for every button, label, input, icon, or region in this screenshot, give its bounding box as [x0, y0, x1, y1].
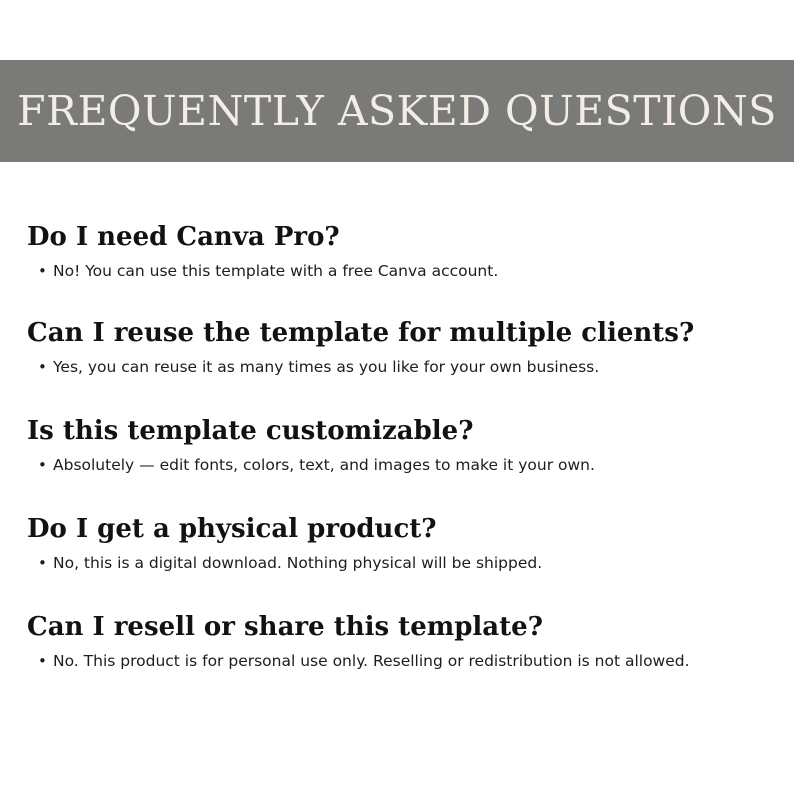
faq-question: Can I resell or share this template?: [27, 612, 543, 642]
faq-question: Do I get a physical product?: [27, 514, 437, 544]
faq-answer: [38, 360, 777, 376]
header-banner: [0, 60, 794, 162]
faq-answer-text: No! You can use this template with a free Canva account.: [53, 262, 499, 280]
faq-answer: [38, 556, 777, 572]
faq-question: Do I need Canva Pro?: [27, 222, 340, 252]
faq-answer-text: Yes, you can reuse it as many times as you like for your own business.: [53, 358, 600, 376]
bullet-icon: •: [38, 262, 47, 281]
faq-item: [27, 614, 777, 670]
faq-question: Can I reuse the template for multiple clients?: [27, 318, 695, 348]
bullet-icon: •: [38, 652, 47, 671]
faq-answer-text: No. This product is for personal use only. Reselling or redistribution is not allowed.: [53, 652, 690, 670]
faq-item: [27, 418, 777, 474]
faq-answer: [38, 264, 777, 280]
faq-question: Is this template customizable?: [27, 416, 474, 446]
faq-answer-text: No, this is a digital download. Nothing physical will be shipped.: [53, 554, 543, 572]
faq-answer-text: Absolutely — edit fonts, colors, text, and images to make it your own.: [53, 456, 595, 474]
faq-answer: [38, 458, 777, 474]
faq-item: [27, 224, 777, 280]
bullet-icon: •: [38, 456, 47, 475]
faq-item: [27, 320, 777, 376]
bullet-icon: •: [38, 358, 47, 377]
bullet-icon: •: [38, 554, 47, 573]
page-title: FREQUENTLY ASKED QUESTIONS: [17, 86, 777, 135]
faq-item: [27, 516, 777, 572]
faq-answer: [38, 654, 777, 670]
